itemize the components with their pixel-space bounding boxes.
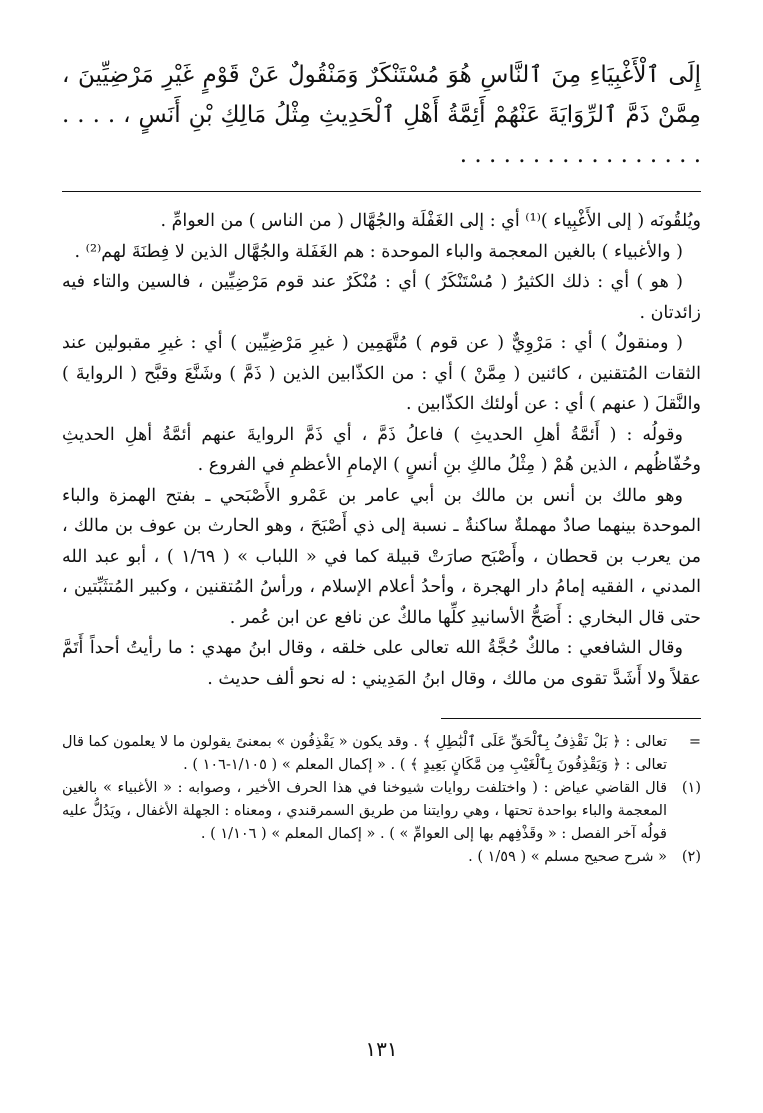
commentary-paragraph: ويُلقُونَه ( إلى الأَغْبِياء )⁽¹⁾ أي : إلى الغَفْلَة والجُهَّال ( من الناس ) من العوامِّ .: [160, 211, 701, 231]
commentary-paragraph: ( والأغبياء ) بالغين المعجمة والباء الموحدة : هم الغَفَلة والجُهَّال الذين لا فِطنَةَ لهم⁽²⁾ .: [74, 241, 683, 262]
footnotes: [62, 731, 701, 869]
footnote-number: =: [688, 734, 701, 750]
footnote: [62, 846, 701, 869]
footnote-text: « شرح صحيح مسلم » ( ١/٥٩ ) .: [468, 849, 667, 865]
matn-divider: [62, 191, 701, 192]
commentary-paragraph: وقال الشافعي : مالكٌ حُجَّةُ الله تعالى على خلقه ، وقال ابنُ مهدي : ما رأيتُ أحداً أَتَمَّ عقلاً ولا أَشَدَّ تقوى من مالك ، وقال ابنُ المَدِيني : له نحو ألف حديث .: [62, 638, 701, 689]
commentary: [62, 206, 701, 694]
commentary-paragraph: ( ومنقولٌ ) أي : مَرْوِيٌّ ( عن قوم ) مُتَّهَمِين ( غيرِ مَرْضِيِّين ) أي : غيرِ مقبولين عند الثقات المُتقنين ، كائنين ( مِمَّنْ ) أي : من الكذّابين الذين ( ذَمَّ ) وشَنَّعَ وقبَّح ( الروايةَ ) والنَّقلَ ( عنهم ) أي : عن أولئك الكذّابين .: [62, 333, 701, 414]
footnote-text: قال القاضي عياض : ( واختلفت روايات شيوخنا في هذا الحرف الأخير ، وصوابه : « الأغبياء » بالغين المعجمة والباء بواحدة تحتها ، وهي روايتنا من طريق السمرقندي ، ومعناه : الجهلة الأغفال ، ويَدُلُّ عليه قولُه آخر الفصل : « وقَذْفِهم بها إلى العوامِّ » ) . « إكمال المعلم » ( ١/١٠٦ ) .: [62, 780, 667, 842]
matn-text: إِلَى ٱلْأَغْبِيَاءِ مِنَ ٱلنَّاسِ هُوَ مُسْتَنْكَرٌ وَمَنْقُولٌ عَنْ قَوْمٍ غَيْرِ مَرْضِيِّينَ ، مِمَّنْ ذَمَّ ٱلرِّوَايَةَ عَنْهُمْ أَئِمَّةُ أَهْلِ ٱلْحَدِيثِ مِثْلُ مَالِكِ بْنِ أَنَسٍ ، . . . . . . . . . . . . . . . . . . . . .: [62, 62, 701, 168]
commentary-paragraph: وهو مالك بن أنس بن مالك بن أبي عامر بن عَمْرو الأَصْبَحي ـ بفتح الهمزة والباء الموحدة بينهما صادٌ مهملةٌ ساكنةٌ ـ نسبة إلى ذي أَصْبَحَ ، وهو الحارث بن عوف بن مالك ، من يعرب بن قحطان ، وأَصْبَح صارَتْ قبيلة كما في « اللباب » ( ١/٦٩ ) ، أبو عبد الله المدني ، الفقيه إمامُ دار الهجرة ، وأحدُ أعلام الإسلام ، ورأسُ المُتقنين ، وكبير المُتثَبِّتين ، حتى قال البخاري : أَصَحُّ الأسانيدِ كلِّها مالكٌ عن نافع عن ابن عُمر .: [62, 485, 701, 628]
page-number: ١٣١: [365, 1037, 398, 1061]
footnote: [62, 731, 701, 777]
footnotes-divider: [441, 718, 701, 719]
commentary-paragraph: وقولُه : ( أَئمَّةُ أهلِ الحديثِ ) فاعلُ ذَمَّ ، أي ذَمَّ الروايةَ عنهم أئمَّةُ أهلِ الحديثِ وحُفّاظُهم ، الذين هُمْ ( مِثْلُ مالكِ بنِ أنسٍ ) الإمامِ الأعظمِ في الفروع .: [62, 424, 701, 475]
commentary-paragraph: ( هو ) أي : ذلك الكثيرُ ( مُسْتَنْكَرٌ ) أي : مُنْكَرٌ عند قوم مَرْضِيِّين ، فالسين والتاء فيه زائدتان .: [62, 272, 701, 323]
footnote-text: تعالى : ﴿ بَلْ نَقْذِفُ بِٱلْحَقِّ عَلَى ٱلْبَٰطِلِ ﴾ . وقد يكون « يَقْذِفُون » بمعنىً يقولون ما لا يعلمون كما قال تعالى : ﴿ وَيَقْذِفُونَ بِٱلْغَيْبِ مِن مَّكَانٍ بَعِيدٍ ﴾ ) . « إكمال المعلم » ( ١/١٠٥-١٠٦ ) .: [62, 734, 667, 773]
footnote-number: (٢): [681, 849, 701, 865]
footnote-number: (١): [681, 780, 701, 796]
footnote: [62, 777, 701, 846]
